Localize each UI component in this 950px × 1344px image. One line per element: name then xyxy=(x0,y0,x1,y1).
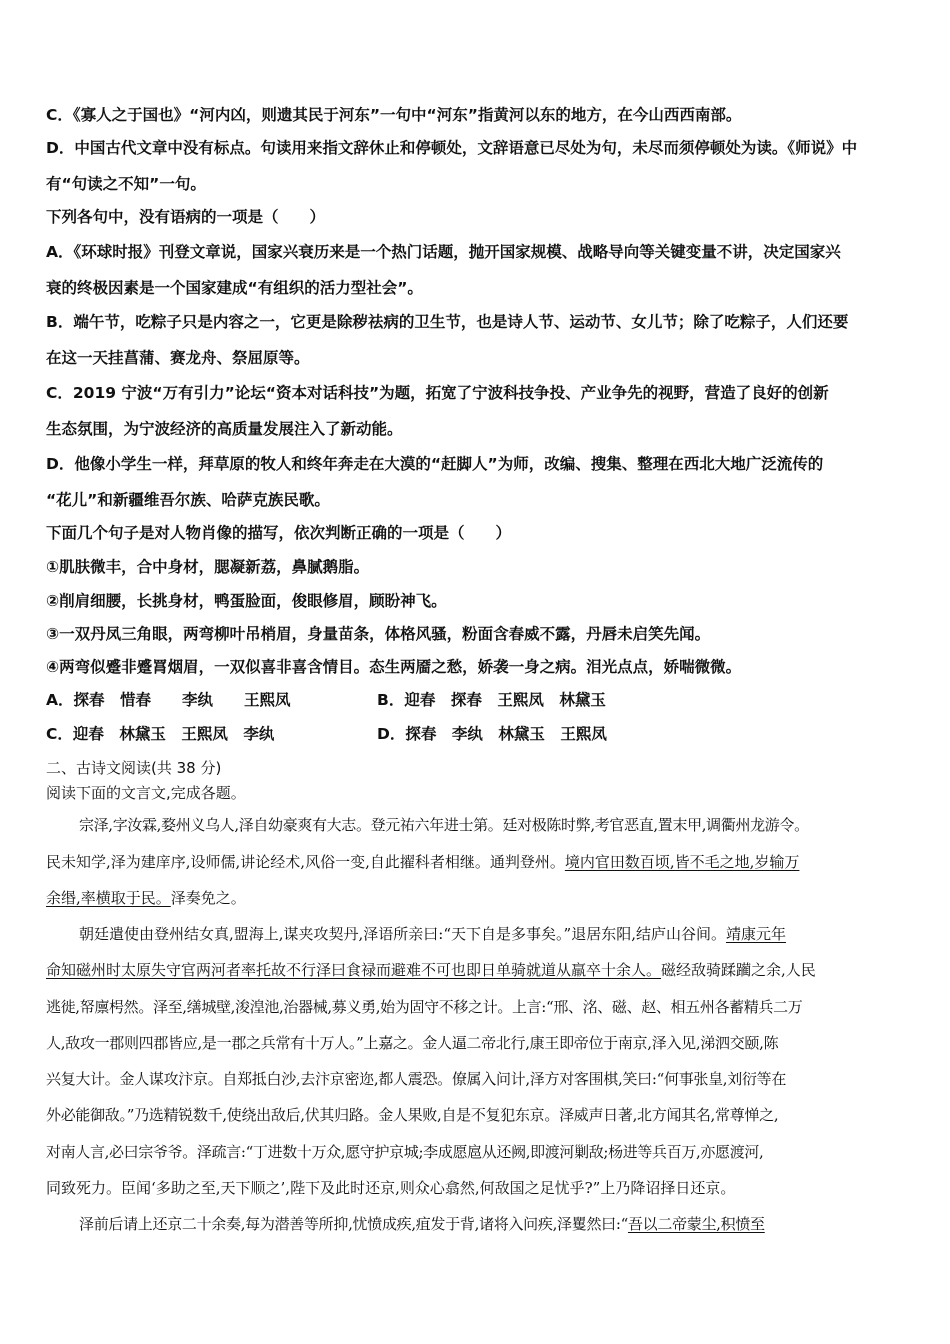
passage-p2-line-2-text: 磁经敌骑蹂躏之余,人民 xyxy=(661,961,816,979)
passage-p2-line-3: 逃徙,帑廪枵然。泽至,缮城壁,浚湟池,治器械,募义勇,始为固守不移之计。上言:“邢、洺、磁、赵、相五州各蓄精兵二万 xyxy=(46,998,803,1016)
passage-p2-line-2 xyxy=(46,960,816,980)
grammar-option-a-line-1: A．《环球时报》刊登文章说，国家兴衰历来是一个热门话题，抛开国家规模、战略导向等关键变量不讲，决定国家兴 xyxy=(46,243,841,261)
portrait-sentence-3: ③一双丹凤三角眼，两弯柳叶吊梢眉，身量苗条，体格风骚，粉面含春威不露，丹唇未启笑先闻。 xyxy=(46,625,711,643)
passage-p1-line-3 xyxy=(46,888,246,908)
portrait-option-b: B．迎春 探春 王熙凤 林黛玉 xyxy=(377,691,606,709)
passage-p1-line-2 xyxy=(46,852,799,872)
passage-p2-line-7: 对南人言,必曰宗爷爷。泽疏言:“丁进数十万众,愿守护京城;李成愿扈从还阙,即渡河剿敌;杨进等兵百万,亦愿渡河, xyxy=(46,1143,764,1161)
grammar-option-a-line-2: 衰的终极因素是一个国家建成“有组织的活力型社会”。 xyxy=(46,279,423,297)
passage-p3-line-1-text: 泽前后请上还京二十余奏,每为潜善等所抑,忧愤成疾,疽发于背,诸将入问疾,泽矍然曰:“ xyxy=(79,1215,628,1233)
portrait-sentence-2: ②削肩细腰，长挑身材，鸭蛋脸面，俊眼修眉，顾盼神飞。 xyxy=(46,592,447,610)
grammar-option-c-line-2: 生态氛围，为宁波经济的高质量发展注入了新动能。 xyxy=(46,420,403,438)
passage-p2-line-8: 同致死力。臣闻‘多助之至,天下顺之’,陛下及此时还京,则众心翕然,何敌国之足忧乎?”上乃降诏择日还京。 xyxy=(46,1179,736,1197)
question-stem-portrait: 下面几个句子是对人物肖像的描写，依次判断正确的一项是（ ） xyxy=(46,524,512,542)
passage-p1-underlined-2: 余缗,率横取于民。 xyxy=(46,889,171,907)
passage-p2-underlined-2: 命知磁州时太原失守官两河者率托故不行泽曰食禄而避难不可也即日单骑就道从羸卒十余人。 xyxy=(46,961,662,979)
portrait-sentence-1: ①肌肤微丰，合中身材，腮凝新荔，鼻腻鹅脂。 xyxy=(46,558,370,576)
passage-p2-line-5: 兴复大计。金人谋攻汴京。自郑抵白沙,去汴京密迩,都人震恐。僚属入问计,泽方对客围棋,笑曰:“何事张皇,刘衍等在 xyxy=(46,1070,787,1088)
passage-p1-line-1: 宗泽,字汝霖,婺州义乌人,泽自幼豪爽有大志。登元祐六年进士第。廷对极陈时弊,考官恶直,置末甲,调衢州龙游令。 xyxy=(79,816,809,834)
question-stem-grammar: 下列各句中，没有语病的一项是（ ） xyxy=(46,208,326,226)
passage-p2-line-1-text: 朝廷遣使由登州结女真,盟海上,谋夹攻契丹,泽语所亲曰:“天下自是多事矣。”退居东阳,结庐山谷间。 xyxy=(79,925,726,943)
grammar-option-d-line-2: “花儿”和新疆维吾尔族、哈萨克族民歌。 xyxy=(46,491,330,509)
passage-p3-underlined-1: 吾以二帝蒙尘,积愤至 xyxy=(627,1215,765,1233)
portrait-option-d: D．探春 李纨 林黛玉 王熙凤 xyxy=(377,725,607,743)
grammar-option-b-line-2: 在这一天挂菖蒲、赛龙舟、祭屈原等。 xyxy=(46,349,310,367)
passage-p1-line-2-text: 民未知学,泽为建庠序,设师儒,讲论经术,风俗一变,自此擢科者相继。通判登州。 xyxy=(46,853,565,871)
passage-p2-underlined-1: 靖康元年 xyxy=(725,925,786,943)
passage-p2-line-6: 外必能御敌。”乃选精锐数千,使绕出敌后,伏其归路。金人果败,自是不复犯东京。泽威声日著,北方闻其名,常尊惮之, xyxy=(46,1106,779,1124)
section-heading: 二、古诗文阅读(共 38 分) xyxy=(46,759,222,777)
grammar-option-b-line-1: B．端午节，吃粽子只是内容之一，它更是除秽祛病的卫生节，也是诗人节、运动节、女儿节；除了吃粽子，人们还要 xyxy=(46,313,849,331)
portrait-option-c: C．迎春 林黛玉 王熙凤 李纨 xyxy=(46,725,275,743)
passage-p2-line-1 xyxy=(79,924,786,944)
passage-p2-line-4: 人,敌攻一郡则四郡皆应,是一郡之兵常有十万人。”上嘉之。金人逼二帝北行,康王即帝位于南京,泽入见,涕泗交颐,陈 xyxy=(46,1034,779,1052)
option-c-line: C．《寡人之于国也》“河内凶，则遗其民于河东”一句中“河东”指黄河以东的地方，在今山西西南部。 xyxy=(46,106,742,124)
grammar-option-c-line-1: C．2019 宁波“万有引力”论坛“资本对话科技”为题，拓宽了宁波科技争投、产业争先的视野，营造了良好的创新 xyxy=(46,384,829,402)
passage-p1-line-3-text: 泽奏免之。 xyxy=(170,889,246,907)
portrait-sentence-4: ④两弯似蹙非蹙罥烟眉，一双似喜非喜含情目。态生两靥之愁，娇袭一身之病。泪光点点，娇喘微微。 xyxy=(46,658,742,676)
option-d-line-1: D．中国古代文章中没有标点。句读用来指文辞休止和停顿处，文辞语意已尽处为句，未尽而须停顿处为读。《师说》中 xyxy=(46,139,858,157)
passage-p3-line-1 xyxy=(79,1214,765,1234)
portrait-option-a: A．探春 惜春 李纨 王熙凤 xyxy=(46,691,291,709)
option-d-line-2: 有“句读之不知”一句。 xyxy=(46,175,206,193)
reading-instruction: 阅读下面的文言文,完成各题。 xyxy=(46,784,246,802)
passage-p1-underlined-1: 境内官田数百顷,皆不毛之地,岁输万 xyxy=(564,853,800,871)
grammar-option-d-line-1: D．他像小学生一样，拜草原的牧人和终年奔走在大漠的“赶脚人”为师，改编、搜集、整理在西北大地广泛流传的 xyxy=(46,455,824,473)
